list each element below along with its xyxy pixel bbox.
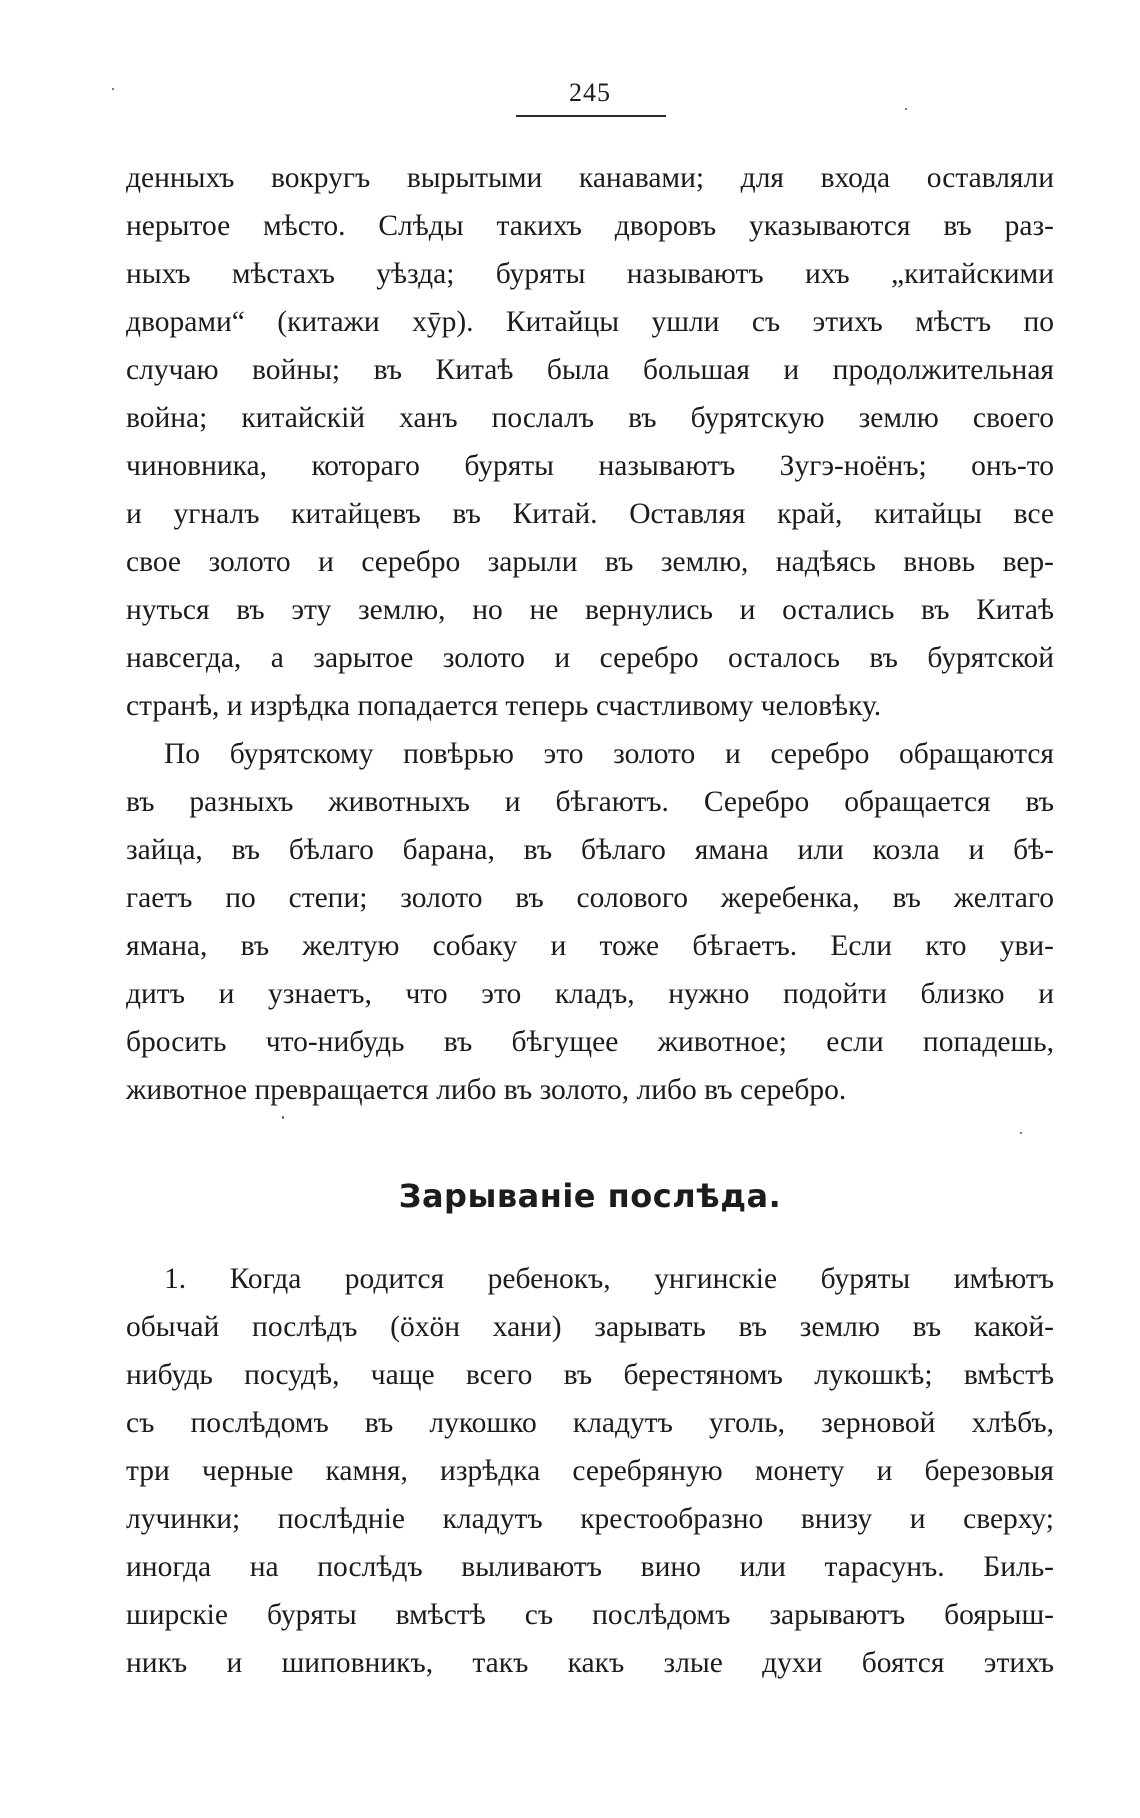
paragraph-3 [126, 1255, 1054, 1687]
text-line: иногда на послѣдъ выливаютъ вино или тарасунъ. Биль- [126, 1551, 1054, 1583]
text-line: дворами“ (китажи хӯр). Китайцы ушли съ этихъ мѣстъ по [126, 306, 1054, 338]
text-line: никъ и шиповникъ, такъ какъ злые духи боятся этихъ [126, 1647, 1054, 1679]
text-line: ямана, въ желтую собаку и тоже бѣгаетъ. Если кто уви- [126, 930, 1054, 962]
text-line: нибудь посудѣ, чаще всего въ берестяномъ лукошкѣ; вмѣстѣ [126, 1359, 1054, 1391]
scan-speck [282, 1116, 284, 1119]
page-number-rule [516, 115, 666, 117]
text-line: нуться въ эту землю, но не вернулись и остались въ Китаѣ [126, 594, 1054, 626]
scan-speck [1020, 1132, 1022, 1134]
section-heading: Зарываніе послѣда. [398, 1177, 782, 1215]
text-line: чиновника, котораго буряты называютъ Зугэ-ноёнъ; онъ-то [126, 450, 1054, 482]
text-line: война; китайскій ханъ послалъ въ бурятскую землю своего [126, 402, 1054, 434]
text-line: три черные камня, изрѣдка серебряную монету и березовыя [126, 1455, 1054, 1487]
text-line: ширскіе буряты вмѣстѣ съ послѣдомъ зарываютъ боярыш- [126, 1599, 1054, 1631]
text-line: дитъ и узнаетъ, что это кладъ, нужно подойти близко и [126, 978, 1054, 1010]
text-line: животное превращается либо въ золото, либо въ серебро. [126, 1074, 847, 1106]
text-line: зайца, въ бѣлаго барана, въ бѣлаго ямана или козла и бѣ- [126, 834, 1054, 866]
text-line: и угналъ китайцевъ въ Китай. Оставляя край, китайцы все [126, 498, 1054, 530]
text-line: нерытое мѣсто. Слѣды такихъ дворовъ указываются въ раз- [126, 210, 1054, 242]
text-line: обычай послѣдъ (ӧхӧн хани) зарывать въ землю въ какой- [126, 1311, 1054, 1343]
text-line: 1. Когда родится ребенокъ, унгинскіе буряты имѣютъ [164, 1263, 1054, 1295]
text-line: съ послѣдомъ въ лукошко кладутъ уголь, зерновой хлѣбъ, [126, 1407, 1054, 1439]
text-line: гаетъ по степи; золото въ солового жеребенка, въ желтаго [126, 882, 1054, 914]
scan-speck [905, 108, 907, 110]
page-number: 245 [569, 78, 611, 107]
text-line: свое золото и серебро зарыли въ землю, надѣясь вновь вер- [126, 546, 1054, 578]
scan-speck [112, 88, 114, 90]
paragraph-1 [126, 154, 1054, 730]
text-line: лучинки; послѣдніе кладутъ крестообразно внизу и сверху; [126, 1503, 1054, 1535]
text-line: ныхъ мѣстахъ уѣзда; буряты называютъ ихъ „китайскими [126, 258, 1054, 290]
text-line: странѣ, и изрѣдка попадается теперь счастливому человѣку. [126, 690, 882, 722]
text-line: навсегда, а зарытое золото и серебро осталось въ бурятской [126, 642, 1054, 674]
text-line: въ разныхъ животныхъ и бѣгаютъ. Серебро обращается въ [126, 786, 1054, 818]
paragraph-2 [126, 730, 1054, 1114]
text-line: бросить что-нибудь въ бѣгущее животное; если попадешь, [126, 1026, 1054, 1058]
text-line: По бурятскому повѣрью это золото и серебро обращаются [164, 738, 1054, 770]
text-line: случаю войны; въ Китаѣ была большая и продолжительная [126, 354, 1054, 386]
text-line: денныхъ вокругъ вырытыми канавами; для входа оставляли [126, 162, 1054, 194]
